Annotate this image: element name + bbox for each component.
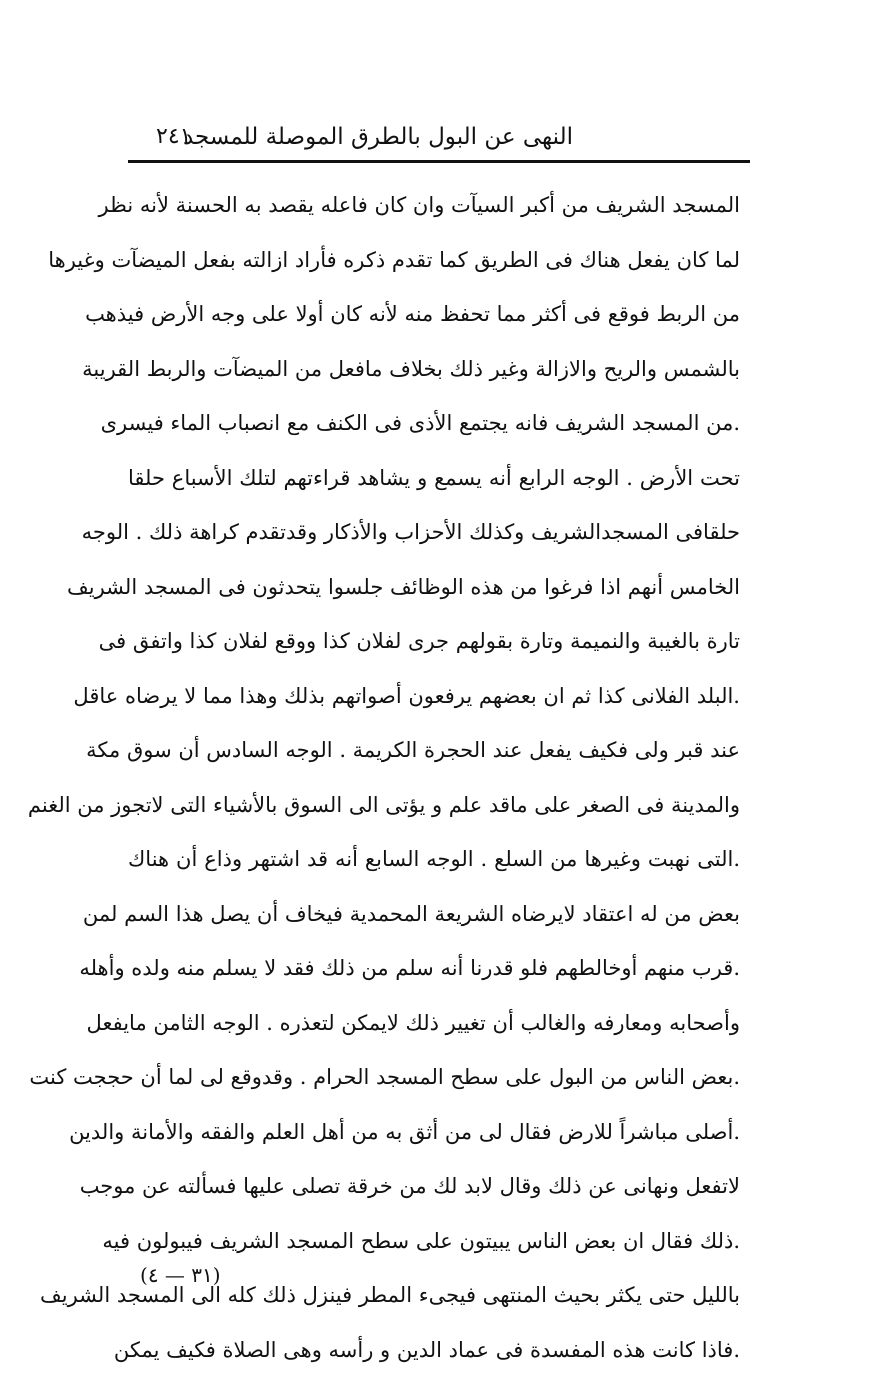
page-number: ٢٤١ xyxy=(156,124,192,149)
text-line: تارة بالغيبة والنميمة وتارة بقولهم جرى لفلان كذا ووقع لفلان كذا واتفق فى xyxy=(98,629,740,653)
running-title: النهى عن البول بالطرق الموصلة للمسجد xyxy=(182,124,573,150)
text-line: .فاذا كانت هذه المفسدة فى عماد الدين و رأسه وهى الصلاة فكيف يمكن xyxy=(113,1337,740,1362)
text-line: الخامس أنهم اذا فرغوا من هذه الوظائف جلسوا يتحدثون فى المسجد الشريف xyxy=(67,574,740,599)
text-line: .البلد الفلانى كذا ثم ان بعضهم يرفعون أصواتهم بذلك وهذا مما لا يرضاه عاقل xyxy=(73,683,740,708)
signature-mark: (٣١ — ٤) xyxy=(140,1263,221,1287)
text-line: بالليل حتى يكثر بحيث المنتهى فيجىء المطر فينزل ذلك كله الى المسجد الشريف xyxy=(40,1283,740,1307)
text-line: .التى نهبت وغيرها من السلع . الوجه السابع أنه قد اشتهر وذاع أن هناك xyxy=(128,847,740,871)
text-line: .ذلك فقال ان بعض الناس يبيتون على سطح المسجد الشريف فيبولون فيه xyxy=(102,1228,740,1253)
text-line: .أصلى مباشراً للارض فقال لى من أثق به من أهل العلم والفقه والأمانة والدين xyxy=(69,1119,740,1144)
text-line: وأصحابه ومعارفه والغالب أن تغيير ذلك لايمكن لتعذره . الوجه الثامن مايفعل xyxy=(86,1010,740,1035)
header-rule xyxy=(128,160,750,163)
text-line: لما كان يفعل هناك فى الطريق كما تقدم ذكره فأراد ازالته بفعل الميضآت وغيرها xyxy=(48,247,740,272)
text-line: بالشمس والريح والازالة وغير ذلك بخلاف مافعل من الميضآت والربط القريبة xyxy=(82,356,740,381)
text-line: .قرب منهم أوخالطهم فلو قدرنا أنه سلم من ذلك فقد لا يسلم منه ولده وأهله xyxy=(79,956,740,980)
text-line: حلقافى المسجدالشريف وكذلك الأحزاب والأذكار وقدتقدم كراهة ذلك . الوجه xyxy=(81,520,740,544)
text-line: .بعض الناس من البول على سطح المسجد الحرام . وقدوقع لى لما أن حججت كنت xyxy=(29,1065,740,1089)
text-line: عند قبر ولى فكيف يفعل عند الحجرة الكريمة . الوجه السادس أن سوق مكة xyxy=(86,738,740,762)
text-line: بعض من له اعتقاد لايرضاه الشريعة المحمدية فيخاف أن يصل هذا السم لمن xyxy=(82,901,740,926)
text-line: .من المسجد الشريف فانه يجتمع الأذى فى الكنف مع انصباب الماء فيسرى xyxy=(100,411,740,435)
text-line: من الربط فوقع فى أكثر مما تحفظ منه لأنه كان أولا على وجه الأرض فيذهب xyxy=(85,302,740,326)
text-line: والمدينة فى الصغر على ماقد علم و يؤتى الى السوق بالأشياء التى لاتجوز من الغنم xyxy=(27,792,740,817)
page-header xyxy=(128,118,748,158)
text-line: لاتفعل ونهانى عن ذلك وقال لابد لك من خرقة تصلى عليها فسألته عن موجب xyxy=(79,1174,740,1198)
text-line: تحت الأرض . الوجه الرابع أنه يسمع و يشاهد قراءتهم لتلك الأسباع حلقا xyxy=(128,465,740,490)
body-text xyxy=(27,178,740,1377)
text-line: المسجد الشريف من أكبر السيآت وان كان فاعله يقصد به الحسنة لأنه نظر xyxy=(98,193,740,217)
